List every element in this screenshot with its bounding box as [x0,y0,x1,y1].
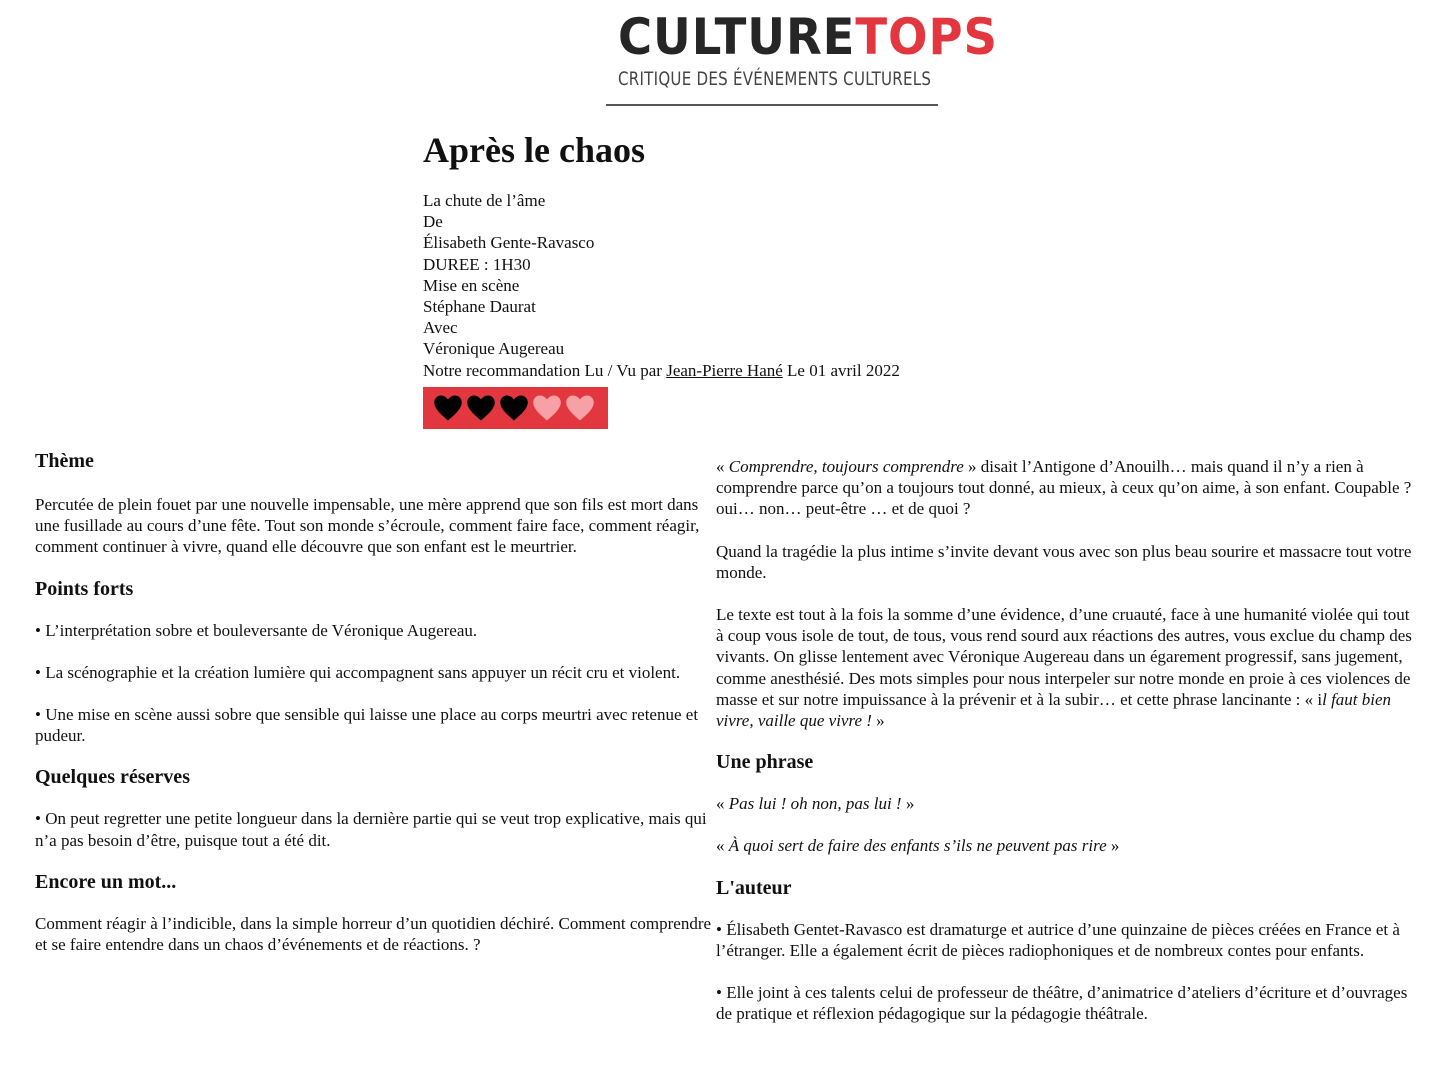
reserve-item: • On peut regretter une petite longueur dans la dernière partie qui se veut trop explicative, mais qui n’a pas besoin d’être, puisque tout a été dit. [35,809,707,850]
strengths-heading: Points forts [35,577,134,600]
theme-heading: Thème [35,450,94,472]
more-heading: Encore un mot... [35,870,177,893]
quote-text: Pas lui ! oh non, pas lui ! [728,794,902,814]
direction-label: Mise en scène [423,275,520,295]
heart-filled-icon [466,394,496,422]
quote-text: À quoi sert de faire des enfants s’ils ne peuvent pas rire [728,836,1107,856]
heart-empty-icon [532,394,562,422]
quote-close: » [871,711,885,731]
heart-filled-icon [499,394,529,422]
reviewer-link[interactable]: Jean-Pierre Hané [666,360,783,380]
with-label: Avec [423,318,458,338]
phrase-heading: Une phrase [716,751,814,774]
logo-wordmark [618,8,998,66]
logo-wordmark-tops: TOPS [855,8,998,66]
show-details [423,190,900,381]
theme-text: Percutée de plein fouet par une nouvelle impensable, une mère apprend que son fils est mort dans une fusillade au cours d’une fête. Tout son monde s’écroule, comment faire face, comment réagir, comment continuer à vivre, quand elle découvre que son enfant est le meurtrier. [35,495,700,557]
author-bio-item: • Elle joint à ces talents celui de professeur de théâtre, d’animatrice d’ateliers d’écriture et d’ouvrages de pratique et réflexion pédagogique sur la pédagogie théâtrale. [716,983,1408,1024]
quote-close: » [1106,836,1120,856]
author-name: Élisabeth Gente-Ravasco [423,233,595,253]
text-quote: l faut bien vivre, vaille que vivre ! [716,689,1392,731]
quote-open: « [716,836,729,856]
logo-underline-divider [606,104,938,106]
subtitle: La chute de l’âme [423,191,546,210]
strength-item: • La scénographie et la création lumière qui accompagnent sans appuyer un récit cru et violent. [35,662,681,682]
reserves-heading: Quelques réserves [35,766,190,789]
rating-hearts [423,387,608,429]
recommendation-date: Le 01 avril 2022 [787,360,900,380]
intro-paragraph [716,456,1416,520]
quote-open: « [716,457,729,476]
intro-rest: » disait l’Antigone d’Anouilh… mais quand il n’y a rien à comprendre parce qu’on a toujours tout donné, au mieux, à ceux qu’on aime, à son enfant. Coupable ? oui… non… peut-être … et de quoi ? [716,457,1412,519]
author-heading: L'auteur [716,876,792,899]
more-text: Comment réagir à l’indicible, dans la simple horreur d’un quotidien déchiré. Comment comprendre et se faire entendre dans un chaos d’événements et de réactions. ? [35,913,712,955]
site-logo[interactable] [606,8,998,108]
by-label: De [423,212,443,232]
left-column [35,448,720,955]
quote-open: « [716,794,729,814]
page-title: Après le chaos [423,130,645,170]
logo-tagline: CRITIQUE DES ÉVÉNEMENTS CULTURELS [618,68,932,90]
quote-line [716,835,1416,856]
recommendation-line [423,360,900,381]
actor-name: Véronique Augereau [423,339,565,359]
text-paragraph [716,604,1416,731]
strength-item: • L’interprétation sobre et bouleversante de Véronique Augereau. [35,620,478,640]
right-column [716,456,1416,1024]
recommendation-prefix: Notre recommandation Lu / Vu par [423,360,662,380]
tragedy-paragraph: Quand la tragédie la plus intime s’invite devant vous avec son plus beau sourire et massacre tout votre monde. [716,541,1412,582]
director-name: Stéphane Daurat [423,297,536,317]
article-header [423,128,900,429]
quote-close: » [901,794,915,814]
author-bio-item: • Élisabeth Gentet-Ravasco est dramaturge et autrice d’une quinzaine de pièces créées en France et à l’étranger. Elle a également écrit de pièces radiophoniques et de nombreux contes pour enfants. [716,919,1400,960]
strength-item: • Une mise en scène aussi sobre que sensible qui laisse une place au corps meurtri avec retenue et pudeur. [35,705,699,746]
quote-line [716,793,1416,814]
logo-wordmark-culture: CULTURE [618,8,856,66]
heart-empty-icon [565,394,595,422]
heart-filled-icon [433,394,463,422]
text-body: Le texte est tout à la fois la somme d’une évidence, d’une cruauté, face à une humanité violée qui tout à coup vous isole de tout, de tous, vous rend sourd aux réactions des autres, vous exclue du champ des vivants. On glisse lentement avec Véronique Augereau dans un égarement progressif, sans jugement, comme anesthésié. Des mots simples pour nous interpeler sur notre monde en proie à ces violences de masse et sur notre impuissance à la prévenir et à la subir… et cette phrase lancinante : « i [716,605,1412,709]
intro-quote: Comprendre, toujours comprendre [728,457,964,476]
duration: DUREE : 1H30 [423,254,531,274]
